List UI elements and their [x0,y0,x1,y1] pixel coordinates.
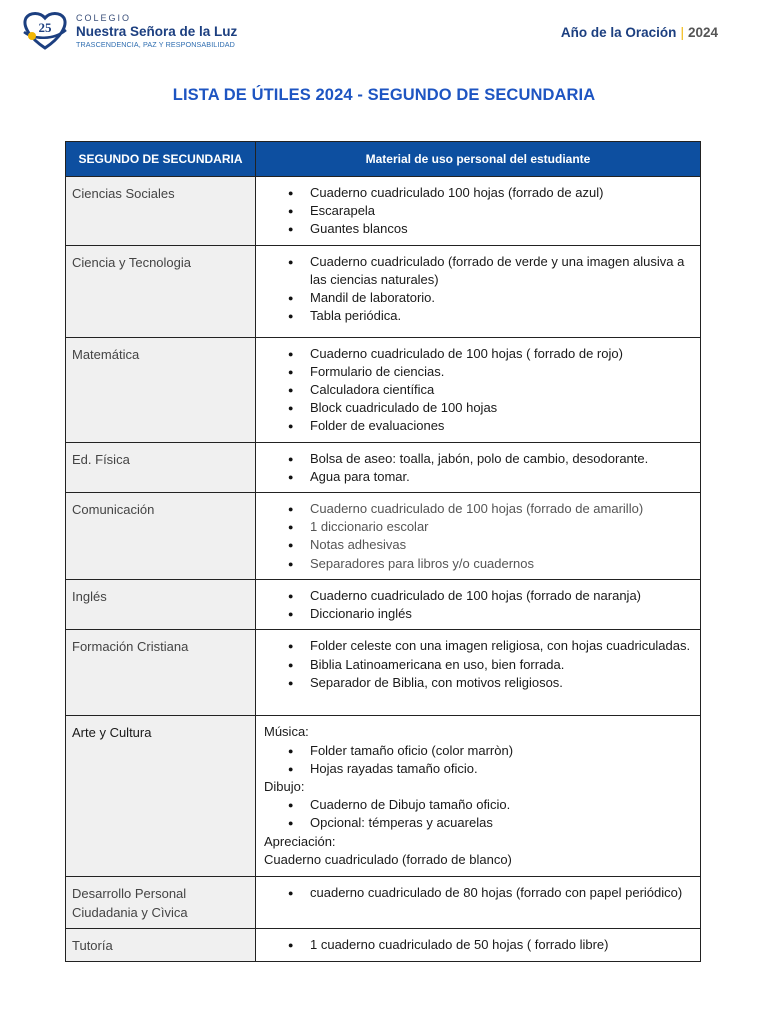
materials-cell [256,877,701,928]
list-item: ● Calculadora científica [310,381,692,399]
school-motto: TRASCENDENCIA, PAZ Y RESPONSABILIDAD [76,40,235,49]
table-row [66,580,701,630]
subject-cell: Tutoría [66,928,256,961]
materials-cell [256,337,701,442]
list-item: ● Hojas rayadas tamaño oficio. [310,760,692,778]
list-item: ● Folder celeste con una imagen religiosa, con hojas cuadriculadas. [310,637,692,655]
table-row [66,493,701,580]
list-item: ● Notas adhesivas [310,536,692,554]
music-label: Música: [264,724,309,740]
table-row [66,245,701,337]
appreciation-label: Apreciación: [264,833,336,849]
list-item: ● Cuaderno de Dibujo tamaño oficio. [310,796,692,814]
list-item: ● Folder de evaluaciones [310,417,692,435]
supplies-table [65,141,701,962]
list-item: ● Mandil de laboratorio. [310,289,692,307]
subject-cell: Ciencia y Tecnologia [66,245,256,337]
list-item: ● Cuaderno cuadriculado de 100 hojas ( forrado de rojo) [310,345,692,363]
year-separator: | [680,25,684,40]
school-crest-icon [20,10,70,52]
list-item: ● Biblia Latinoamericana en uso, bien forrada. [310,656,692,674]
school-label: COLEGIO [76,13,132,23]
column-header-grade: SEGUNDO DE SECUNDARIA [66,142,256,177]
materials-cell [256,442,701,492]
subject-cell: Formación Cristiana [66,630,256,716]
materials-cell [256,245,701,337]
table-row [66,177,701,246]
table-row [66,928,701,961]
year-title-text: Año de la Oración [560,25,677,40]
list-item: ● Cuaderno cuadriculado de 100 hojas (forrado de naranja) [310,587,692,605]
table-row [66,716,701,877]
crest-number: 25 [38,20,52,35]
appreciation-text: Cuaderno cuadriculado (forrado de blanco) [264,851,512,867]
school-name: Nuestra Señora de la Luz [76,24,238,39]
list-item: ● Escarapela [310,202,692,220]
column-header-materials: Material de uso personal del estudiante [256,142,701,177]
list-item: ● Formulario de ciencias. [310,363,692,381]
subject-cell: Comunicación [66,493,256,580]
page-title: LISTA DE ÚTILES 2024 - SEGUNDO DE SECUNDARIA [172,86,596,104]
list-item: ● Opcional: témperas y acuarelas [310,814,692,832]
list-item: ● 1 diccionario escolar [310,518,692,536]
list-item: ● Cuaderno cuadriculado de 100 hojas (forrado de amarillo) [310,500,692,518]
table-row [66,630,701,716]
list-item: ● Guantes blancos [310,220,692,238]
year-number: 2024 [687,25,718,40]
list-item: ● Cuaderno cuadriculado 100 hojas (forrado de azul) [310,184,692,202]
materials-cell [256,177,701,246]
subject-line: Ciudadania y Cìvica [72,904,188,920]
table-header-row [66,142,701,177]
list-item: ● Bolsa de aseo: toalla, jabón, polo de cambio, desodorante. [310,450,692,468]
table-row [66,877,701,928]
subject-cell: Arte y Cultura [66,716,256,877]
subject-cell: Inglés [66,580,256,630]
subject-cell: Ciencias Sociales [66,177,256,246]
table-row [66,337,701,442]
list-item: ● Agua para tomar. [310,468,692,486]
list-item: ● Cuaderno cuadriculado (forrado de verde y una imagen alusiva a las ciencias naturales) [310,253,692,289]
materials-cell [256,580,701,630]
subject-cell: Matemática [66,337,256,442]
subject-cell [66,877,256,928]
list-item: ● Separador de Biblia, con motivos religiosos. [310,674,692,692]
page-header [0,0,768,64]
materials-cell [256,716,701,877]
list-item: ● Folder tamaño oficio (color marròn) [310,742,692,760]
list-item: ● cuaderno cuadriculado de 80 hojas (forrado con papel periódico) [310,884,692,902]
year-title [561,25,718,40]
list-item: ● 1 cuaderno cuadriculado de 50 hojas ( forrado libre) [310,936,692,954]
materials-cell [256,493,701,580]
list-item: ● Separadores para libros y/o cuadernos [310,555,692,573]
drawing-label: Dibujo: [264,779,305,795]
subject-cell: Ed. Física [66,442,256,492]
subject-line: Desarrollo Personal [72,886,187,902]
list-item: ● Block cuadriculado de 100 hojas [310,399,692,417]
materials-cell [256,630,701,716]
school-name-block [76,13,237,50]
list-item: ● Tabla periódica. [310,307,692,325]
table-row [66,442,701,492]
materials-cell [256,928,701,961]
list-item: ● Diccionario inglés [310,605,692,623]
